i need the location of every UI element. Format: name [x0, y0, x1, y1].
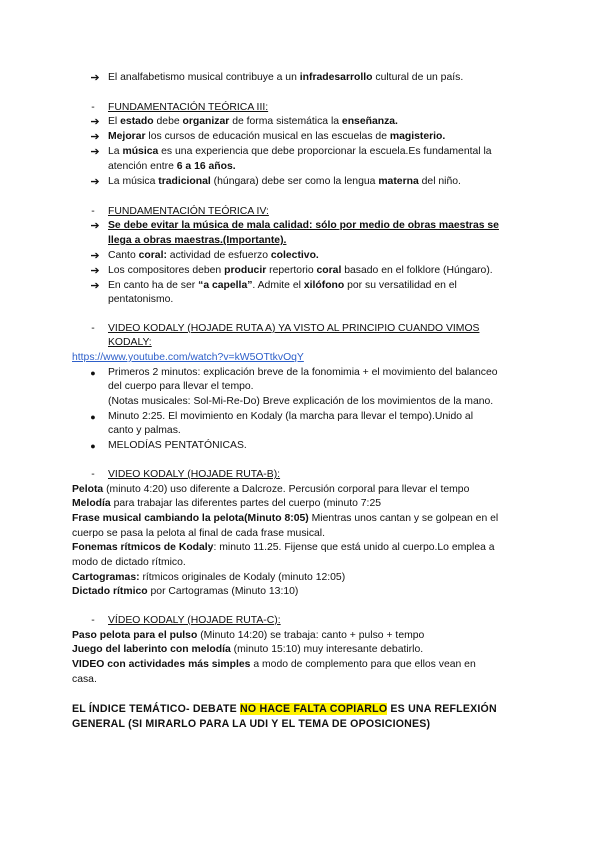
- list-item-continuation: canto y palmas.: [108, 425, 181, 436]
- list-item-continuation: atención entre 6 a 16 años.: [108, 161, 236, 172]
- item-text: El analfabetismo musical contribuye a un infradesarrollo cultural de un país.: [108, 72, 464, 83]
- paragraph-line: Melodía para trabajar las diferentes partes del cuerpo (minuto 7:25: [72, 498, 381, 509]
- arrow-right-icon: ➔: [90, 176, 100, 188]
- paragraph-line: Cartogramas: rítmicos originales de Kodaly (minuto 12:05): [72, 572, 346, 583]
- heading-text: FUNDAMENTACIÓN TEÓRICA III:: [108, 102, 269, 113]
- arrow-right-icon: ➔: [90, 131, 100, 143]
- arrow-right-icon: ➔: [90, 72, 100, 84]
- bullet-icon: ●: [90, 368, 96, 378]
- heading-continuation: KODALY:: [108, 337, 152, 348]
- paragraph-line: Fonemas rítmicos de Kodaly: minuto 11.25. Fijense que está unido al cuerpo.Lo emplea a: [72, 542, 495, 553]
- paragraph-line: modo de dictado rítmico.: [72, 557, 186, 568]
- arrow-right-icon: ➔: [90, 250, 100, 262]
- paragraph-line: casa.: [72, 674, 97, 685]
- paragraph-line: Pelota (minuto 4:20) uso diferente a Dalcroze. Percusión corporal para llevar el tempo: [72, 484, 470, 495]
- document-page: ➔ El analfabetismo musical contribuye a un infradesarrollo cultural de un país. - FUNDAMENTACIÓN TEÓRICA III: ➔ El estado debe organizar de forma sistemática la enseñanza. ➔ Mejorar los cursos de educación musical en las escuelas de magisterio. ➔ La música es una experiencia que debe proporcionar la escuela.Es fundamental la atención entre 6 a 16 años. ➔ La música tradicional (húngara) debe ser como la lengua materna del niño. - FUNDAMENTACIÓN TEÓRICA IV: ➔ Se debe evitar la música de mala calidad: sólo por medio de obras maestras se llega a obras maestras.(Importante). ➔ Canto coral: actividad de esfuerzo colectivo. ➔ Los compositores deben producir repertorio coral basado en el folklore (Húngaro). ➔ En canto ha de ser “a capella”. Admite el xilófono por su versatilidad en el pentatonismo. - VIDEO KODALY (HOJADE RUTA A) YA VISTO AL PRINCIPIO CUANDO VIMOS KODALY: https://www.youtube.com/watch?v=kW5OTtkvOqY ● Primeros 2 minutos: explicación breve de la fonomimia + el movimiento del balanceo del cuerpo para llevar el tempo. (Notas musicales: Sol-Mi-Re-Do) Breve explicación de los movimientos de la mano. ● Minuto 2:25. El movimiento en Kodaly (la marcha para llevar el tempo).Unido al canto y palmas. ● MELODÍAS PENTATÓNICAS. - VIDEO KODALY (HOJADE RUTA-B): Pelota (minuto 4:20) uso diferente a Dalcroze. Percusión corporal para llevar el tempo Melodía para trabajar las diferentes partes del cuerpo (minuto 7:25 Frase musical cambiando la pelota(Minuto 8:05) Mientras unos cantan y se golpean en el cuerpo se pasa la pelota al final de cada frase musical. Fonemas rítmicos de Kodaly: minuto 11.25. Fijense que está unido al cuerpo.Lo emplea a modo de dictado rítmico. Cartogramas: rítmicos originales de Kodaly (minuto 12:05) Dictado rítmico por Cartogramas (Minuto 13:10) - VÍDEO KODALY (HOJADE RUTA-C): Paso pelota para el pulso (Minuto 14:20) se trabaja: canto + pulso + tempo Juego del laberinto con melodía (minuto 15:10) muy interesante debatirlo. VIDEO con actividades más simples a modo de complemento para que ellos vean en casa. EL ÍNDICE TEMÁTICO- DEBATE NO HACE FALTA COPIARLO ES UNA REFLEXIÓN GENERAL (SI MIRARLO PARA LA UDI Y EL TEMA DE OPOSICIONES): [72, 72, 499, 730]
- final-note-line: GENERAL (SI MIRARLO PARA LA UDI Y EL TEMA DE OPOSICIONES): [72, 718, 431, 730]
- bullet-icon: ●: [90, 441, 96, 451]
- bullet-icon: ●: [90, 412, 96, 422]
- heading-text: VIDEO KODALY (HOJADE RUTA-B):: [108, 469, 281, 480]
- list-item-continuation: llega a obras maestras.(Importante).: [108, 235, 287, 246]
- list-item-continuation: (Notas musicales: Sol-Mi-Re-Do) Breve explicación de los movimientos de la mano.: [108, 396, 494, 407]
- youtube-link[interactable]: https://www.youtube.com/watch?v=kW5OTtkvOqY: [72, 352, 304, 363]
- arrow-right-icon: ➔: [90, 116, 100, 128]
- list-item-continuation: pentatonismo.: [108, 294, 174, 305]
- paragraph-line: Paso pelota para el pulso (Minuto 14:20) se trabaja: canto + pulso + tempo: [72, 630, 425, 641]
- arrow-right-icon: ➔: [90, 280, 100, 292]
- highlighted-text: NO HACE FALTA COPIARLO: [240, 703, 388, 715]
- paragraph-line: cuerpo se pasa la pelota al final de cada frase musical.: [72, 528, 325, 539]
- paragraph-line: Frase musical cambiando la pelota(Minuto 8:05) Mientras unos cantan y se golpean en el: [72, 513, 499, 524]
- heading-text: VÍDEO KODALY (HOJADE RUTA-C):: [108, 615, 281, 626]
- paragraph-line: VIDEO con actividades más simples a modo de complemento para que ellos vean en: [72, 659, 476, 670]
- arrow-right-icon: ➔: [90, 146, 100, 158]
- heading-text: VIDEO KODALY (HOJADE RUTA A) YA VISTO AL PRINCIPIO CUANDO VIMOS: [108, 323, 480, 334]
- arrow-right-icon: ➔: [90, 265, 100, 277]
- arrow-right-icon: ➔: [90, 220, 100, 232]
- list-item-continuation: del cuerpo para llevar el tempo.: [108, 381, 254, 392]
- paragraph-line: Dictado rítmico por Cartogramas (Minuto 13:10): [72, 586, 299, 597]
- heading-text: FUNDAMENTACIÓN TEÓRICA IV:: [108, 206, 269, 217]
- paragraph-line: Juego del laberinto con melodía (minuto 15:10) muy interesante debatirlo.: [72, 644, 424, 655]
- final-note-line: EL ÍNDICE TEMÁTICO- DEBATE NO HACE FALTA COPIARLO ES UNA REFLEXIÓN: [72, 703, 497, 715]
